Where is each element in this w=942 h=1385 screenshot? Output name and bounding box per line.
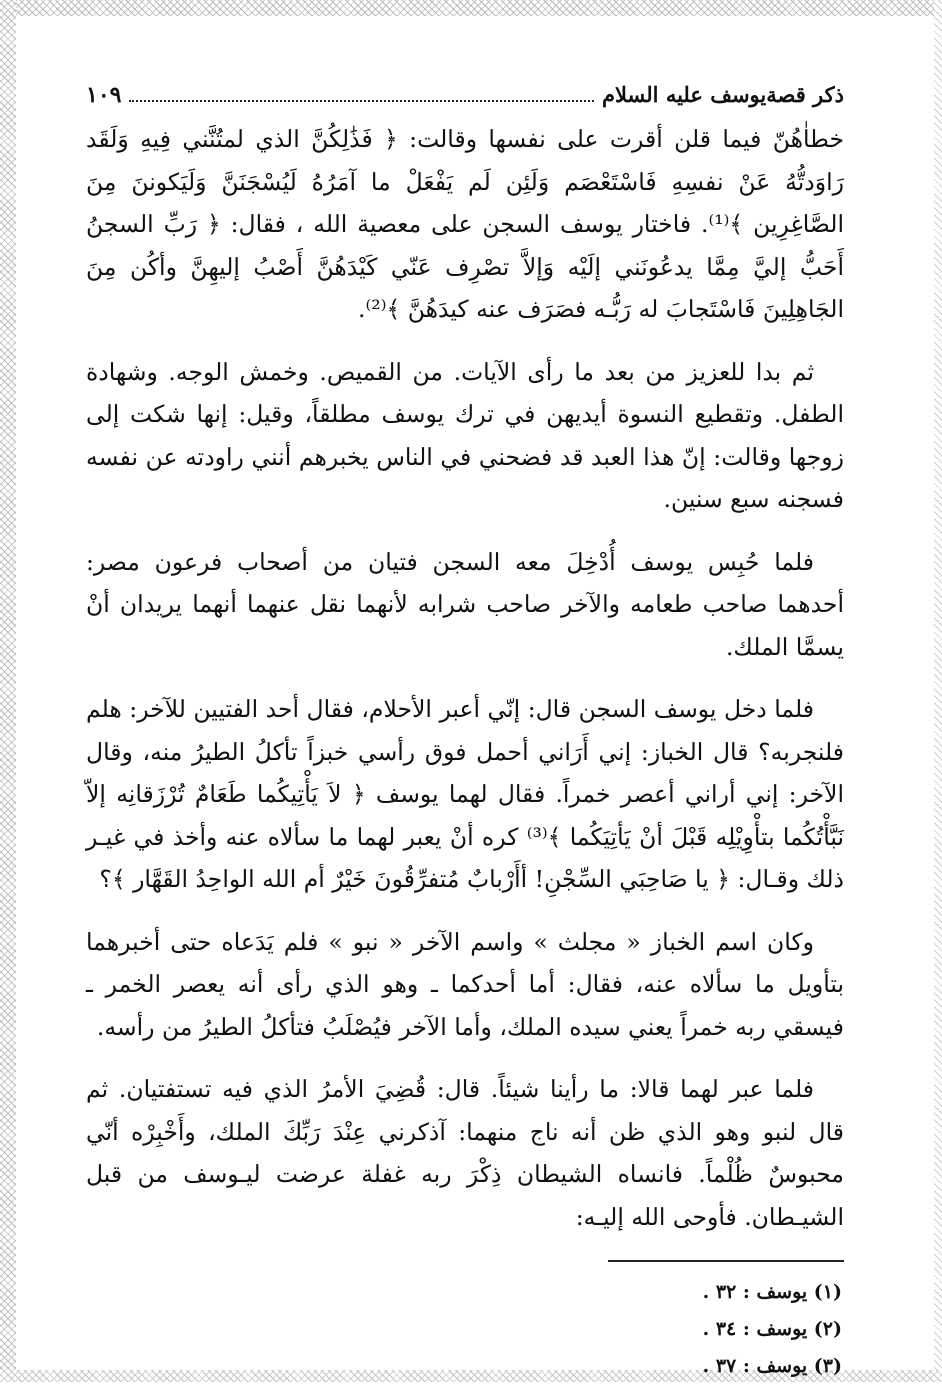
footnote-1: (١) يوسف : ٣٢ . (702, 1281, 842, 1303)
running-head (86, 82, 844, 118)
paragraph-4: فلما دخل يوسف السجن قال: إنّي أعبر الأحلام، فقال أحد الفتيين للآخر: هلم فلنجربه؟ قال الخباز: إني أَرَاني أحمل فوق رأسي خبزاً تأكلُ الطيرُ منه، وقال الآخر: إني أراني أعصر خمراً. فقال لهما يوسف ﴿ لاَ يَأْتِيكُما طَعَامٌ تُرْزَقانِه إلاّ نَبَّأْتُكُما بتأْوِيْلِه قَبْلَ أنْ يَأتِيَكُما ﴾⁽³⁾ كره أنْ يعبر لهما ما سألاه عنه وأخذ في غيـر ذلك وقـال: ﴿ يا صَاحِبَي السِّجْنِ! أأَرْبابٌ مُتفرِّقُونَ خَيْرٌ أم الله الواحِدُ القَهَّار ﴾؟ (86, 695, 844, 893)
footnote-2: (٢) يوسف : ٣٤ . (702, 1318, 842, 1340)
decorative-border-top (0, 0, 942, 16)
footnotes (86, 1274, 844, 1385)
paragraph-5: وكان اسم الخباز « مجلث » واسم الآخر « نبو » فلم يَدَعاه حتى أخبرهما بتأويل ما سألاه عنه، فقال: أما أحدكما ـ وهو الذي رأى أنه يعصر الخمر ـ فيسقي ربه خمراً يعني سيده الملك، وأما الآخر فيُصْلَبُ فتأكلُ الطيرُ من رأسه. (86, 927, 844, 1041)
paragraph-3: فلما حُبِس يوسف أُدْخِلَ معه السجن فتيان من أصحاب فرعون مصر: أحدهما صاحب طعامه والآخر صاحب شرابه لأنهما نقل عنهما أنهما يريدان أنْ يسمَّا الملك. (86, 547, 844, 661)
paragraph-2: ثم بدا للعزيز من بعد ما رأى الآيات. من القميص. وخمش الوجه. وشهادة الطفل. وتقطيع النسوة أيديهن في ترك يوسف مطلقاً، وقيل: إنها شكت إلى زوجها وقالت: إنّ هذا العبد قد فضحني في الناس يخبرهم أنني راودته عن نفسه فسجنه سبع سنين. (86, 357, 844, 513)
paragraph-6: فلما عبر لهما قالا: ما رأينا شيئاً. قال: قُضِيَ الأمرُ الذي فيه تستفتيان. ثم قال لنبو وهو الذي ظن أنه ناج منهما: آذكرني عِنْدَ رَبِّكَ الملك، وأَخْبِرْه أنّي محبوسٌ ظُلْماً. فانساه الشيطان ذِكْرَ ربه غفلة عرضت ليـوسف من قبل الشيـطان. فأوحى الله إليـه: (86, 1075, 844, 1231)
book-page (86, 82, 844, 1377)
footnote-separator (608, 1260, 844, 1262)
chapter-title: ذكر قصةيوسف عليه السلام (602, 82, 844, 107)
footnote-3: (٣) يوسف : ٣٧ . (702, 1355, 842, 1377)
decorative-border-left (0, 0, 16, 1382)
paragraph-1: خطاٰهُنّ فيما قلن أقرت على نفسها وقالت: ﴿ فَذَٰلِكُنَّ الذي لمتُنَّني فِيهِ وَلَقَد رَاوَدتُّهُ عَنْ نفسِهِ فَاسْتَعْصَم وَلَئِن لَم يَفْعَلْ ما آمَرُهُ لَيُسْجَنَنَّ وَلَيَكوننَ مِنَ الصَّاغِرِين ﴾⁽¹⁾. فاختار يوسف السجن على معصية الله ، فقال: ﴿ رَبِّ السجنُ أَحَبُّ إليَّ مِمَّا يدعُونَني إلَيْه وَإلاَّ تصْرِف عَنّي كَيْدَهُنَّ أَصْبُ إليهِنَّ وأكُن مِنَ الجَاهِلِينَ فَاسْتَجابَ له رَبُّـه فصَرَف عنه كيدَهُنَّ ﴾⁽²⁾. (86, 125, 844, 323)
dotted-leader (129, 86, 594, 102)
page-number: ١٠٩ (86, 82, 122, 108)
decorative-border-right (934, 0, 942, 1382)
